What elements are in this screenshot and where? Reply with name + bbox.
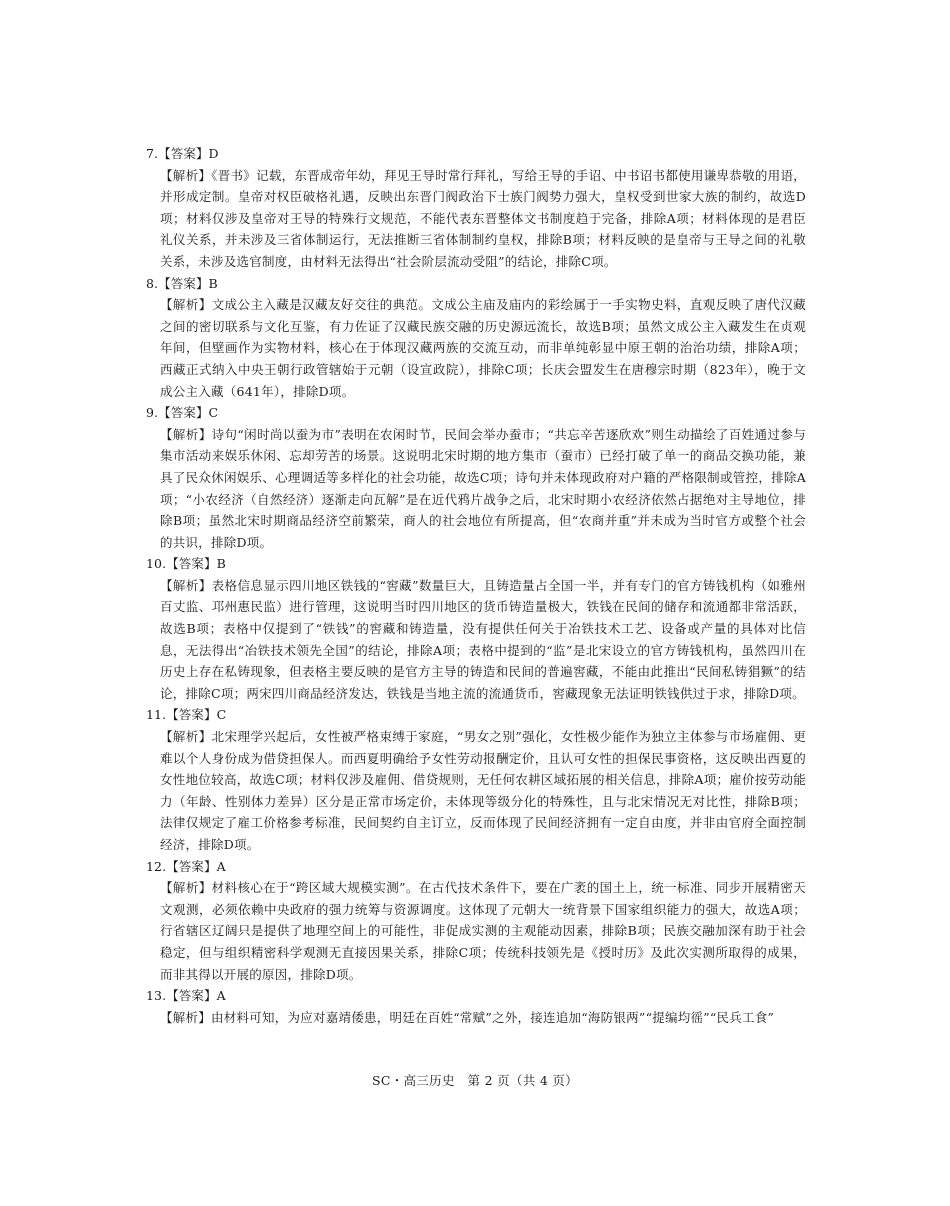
page-footer: SC・高三历史 第 2 页（共 4 页）: [372, 1073, 578, 1088]
answer-item-11: [146, 704, 806, 855]
explanation-text: 【解析】北宋理学兴起后，女性被严格束缚于家庭，“男女之别”强化，女性极少能作为独立主体参与市场雇佣、更难以个人身份成为借贷担保人。而西夏明确给予女性劳动报酬定价，且认可女性的担保民事资格，这反映出西夏的女性地位较高，故选C项；材料仅涉及雇佣、借贷规则，无任何农耕区域拓展的相关信息，排除A项；雇价按劳动能力（年龄、性别体力差异）区分是正常市场定价，未体现等级分化的特殊性，且与北宋情况无对比性，排除B项；法律仅规定了雇工价格参考标准，民间契约自主订立，反而体现了民间经济拥有一定自由度，并非由官府全面控制经济，排除D项。: [160, 729, 806, 852]
question-number: 10.: [146, 556, 167, 572]
question-number: 11.: [146, 707, 167, 723]
question-number: 13.: [146, 988, 167, 1004]
question-number: 8.: [146, 275, 159, 291]
answer-list: [146, 143, 806, 1028]
question-number: 7.: [146, 146, 159, 161]
answer-label: 【答案】B: [158, 275, 218, 291]
answer-label: 【答案】C: [158, 405, 219, 421]
answer-label: 【答案】D: [158, 146, 219, 161]
explanation-text: 【解析】《晋书》记载，东晋成帝年幼，拜见王导时常行拜礼，写给王导的手诏、中书诏书都使用谦卑恭敬的用语，并形成定制。皇帝对权臣破格礼遇，反映出东晋门阀政治下士族门阀势力强大，皇权受到世家大族的制约，故选D项；材料仅涉及皇帝对王导的特殊行文规范，不能代表东晋整体文书制度趋于完备，排除A项；材料体现的是君臣礼仪关系，并未涉及三省体制运行，无法推断三省体制制约皇权，排除B项；材料反映的是皇帝与王导之间的礼敬关系，未涉及选官制度，由材料无法得出“社会阶层流动受阻”的结论，排除C项。: [160, 167, 806, 269]
answer-label: 【答案】A: [166, 858, 226, 874]
answer-item-13: [146, 985, 806, 1028]
explanation-text: 【解析】表格信息显示四川地区铁钱的“窖藏”数量巨大，且铸造量占全国一半，并有专门的官方铸钱机构（如雅州百丈监、邛州惠民监）进行管理，这说明当时四川地区的货币铸造量极大，铁钱在民间的储存和流通都非常活跃，故选B项；表格中仅提到了“铁钱”的窖藏和铸造量，没有提供任何关于冶铁技术工艺、设备或产量的具体对比信息，无法得出“冶铁技术领先全国”的结论，排除A项；表格中提到的“监”是北宋设立的官方铸钱机构，虽然四川在历史上存在私铸现象，但表格主要反映的是官方主导的铸造和民间的普遍窖藏，不能由此推出“民间私铸猖獗”的结论，排除C项；两宋四川商品经济发达，铁钱是当地主流的流通货币，窖藏现象无法证明铁钱供过于求，排除D项。: [160, 577, 806, 701]
answer-label: 【答案】A: [166, 988, 226, 1004]
answer-item-7: [146, 143, 806, 273]
answer-label: 【答案】C: [166, 707, 227, 723]
question-number: 9.: [146, 405, 159, 421]
explanation-text: 【解析】文成公主入藏是汉藏友好交往的典范。文成公主庙及庙内的彩绘属于一手实物史料，直观反映了唐代汉藏之间的密切联系与文化互鉴，有力佐证了汉藏民族交融的历史源远流长，故选B项；虽然文成公主入藏发生在贞观年间，但壁画作为实物材料，核心在于体现汉藏两族的交流互动，而非单纯彰显中原王朝的治治功绩，排除A项；西藏正式纳入中央王朝行政管辖始于元朝（设宣政院），排除C项；长庆会盟发生在唐穆宗时期（823年），晚于文成公主入藏（641年），排除D项。: [160, 297, 806, 399]
explanation-text: 【解析】材料核心在于“跨区域大规模实测”。在古代技术条件下，要在广袤的国土上，统一标准、同步开展精密天文观测，必须依赖中央政府的强力统筹与资源调度。这体现了元朝大一统背景下国家组织能力的强大，故选A项；行省辖区辽阔只是提供了地理空间上的可能性，非促成实测的主观能动因素，排除B项；民族交融加深有助于社会稳定，但与组织精密科学观测无直接因果关系，排除C项；传统科技领先是《授时历》及此次实测所取得的成果，而非其得以开展的原因，排除D项。: [160, 880, 806, 982]
explanation-text: 【解析】由材料可知，为应对嘉靖倭患，明廷在百姓“常赋”之外，接连追加“海防银两”“提编均徭”“民兵工食”: [160, 1009, 775, 1025]
answer-item-10: [146, 553, 806, 704]
answer-item-8: [146, 273, 806, 403]
answer-item-9: [146, 402, 806, 553]
explanation-text: 【解析】诗句“闲时尚以蚕为市”表明在农闲时节，民间会举办蚕市；“共忘辛苦逐欣欢”则生动描绘了百姓通过参与集市活动来娱乐休闲、忘却劳苦的场景。这说明北宋时期的地方集市（蚕市）已经打破了单一的商品交换功能，兼具了民众休闲娱乐、心理调适等多样化的社会功能，故选C项；诗句并未体现政府对户籍的严格限制或管控，排除A项；“小农经济（自然经济）逐渐走向瓦解”是在近代鸦片战争之后，北宋时期小农经济依然占据绝对主导地位，排除B项；虽然北宋时期商品经济空前繁荣，商人的社会地位有所提高，但“农商并重”并未成为当时官方或整个社会的共识，排除D项。: [160, 426, 806, 550]
answer-label: 【答案】B: [166, 556, 226, 572]
question-number: 12.: [146, 858, 167, 874]
answer-item-12: [146, 856, 806, 986]
